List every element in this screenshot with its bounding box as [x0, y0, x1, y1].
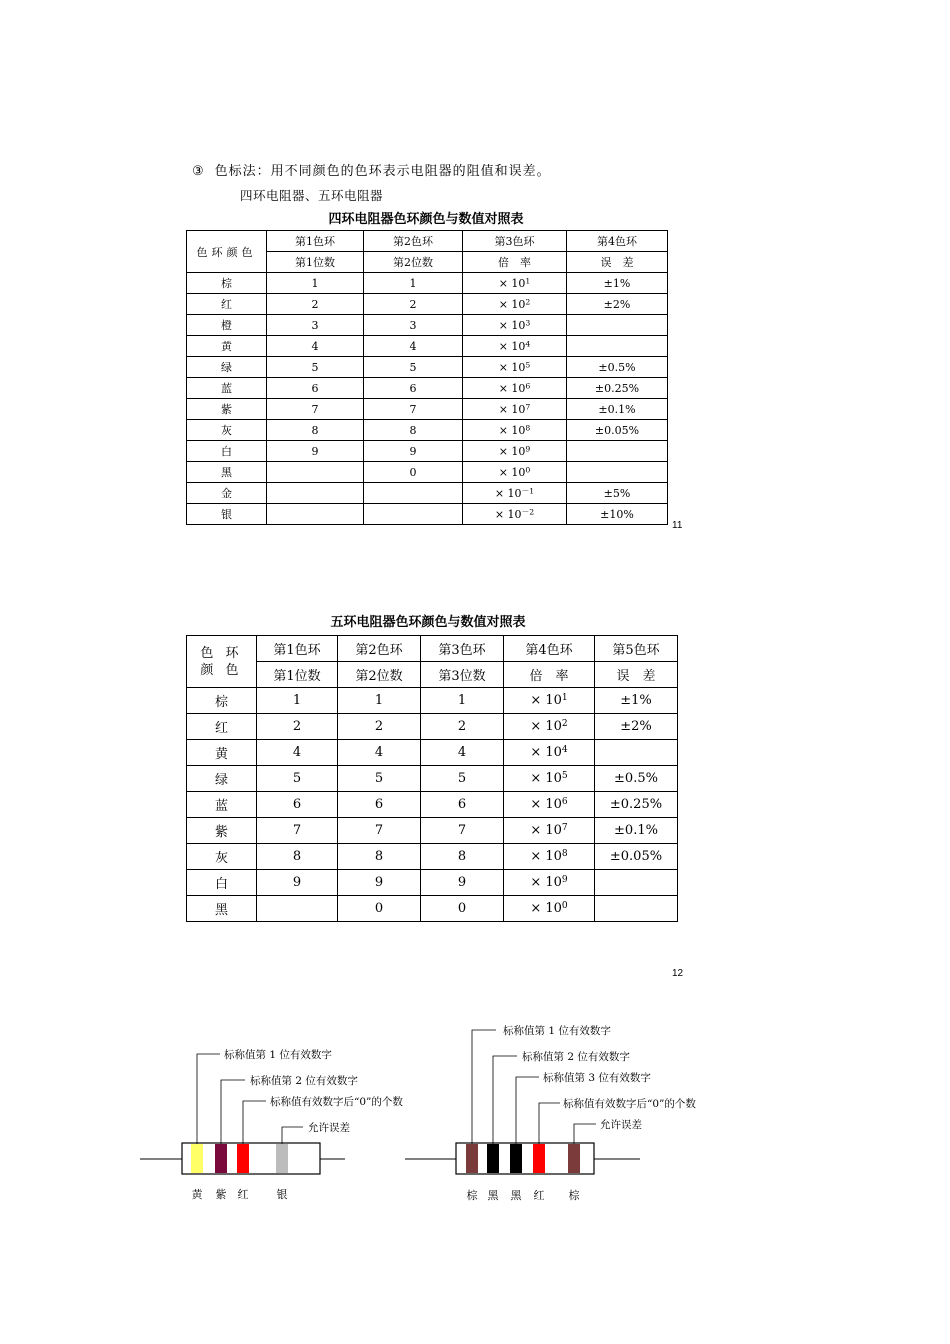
multiplier-base: × 10 — [498, 444, 526, 458]
multiplier-cell — [463, 357, 567, 378]
digit-cell: 0 — [364, 462, 463, 483]
multiplier-cell — [463, 336, 567, 357]
tolerance-cell: ±2% — [567, 294, 668, 315]
digit-cell: 5 — [364, 357, 463, 378]
multiplier-base: × 10 — [498, 423, 526, 437]
multiplier-base: × 10 — [530, 745, 562, 760]
multiplier-cell — [463, 399, 567, 420]
table4-row — [187, 357, 668, 378]
multiplier-exponent: 2 — [561, 718, 568, 729]
digit-cell: 5 — [267, 357, 364, 378]
digit-cell — [364, 483, 463, 504]
band-label: 棕 — [568, 1189, 580, 1202]
color-name-cell: 紫 — [187, 818, 257, 844]
tolerance-cell: ±0.1% — [595, 818, 678, 844]
multiplier-exponent: 8 — [561, 848, 568, 859]
multiplier-base: × 10 — [530, 719, 562, 734]
color-band-black — [510, 1144, 522, 1173]
multiplier-cell — [463, 441, 567, 462]
annotation-label: 允许误差 — [600, 1119, 642, 1131]
leader-line — [493, 1056, 517, 1144]
tolerance-cell: ±2% — [595, 714, 678, 740]
digit-cell — [267, 504, 364, 525]
color-name-cell: 红 — [187, 714, 257, 740]
multiplier-base: × 10 — [498, 297, 526, 311]
color-band-silver — [276, 1144, 288, 1173]
multiplier-cell — [463, 462, 567, 483]
digit-cell: 6 — [257, 792, 338, 818]
digit-cell: 2 — [257, 714, 338, 740]
multiplier-exponent: 6 — [525, 381, 531, 391]
multiplier-exponent: －2 — [521, 507, 535, 517]
digit-cell: 5 — [338, 766, 421, 792]
annotation-label: 标称值第 1 位有效数字 — [224, 1049, 332, 1061]
table5-row — [187, 844, 678, 870]
table4-row — [187, 399, 668, 420]
table4-row — [187, 294, 668, 315]
table5-header-color-line1: 色 环 — [200, 645, 243, 661]
multiplier-exponent: 7 — [525, 402, 531, 412]
multiplier-exponent: 4 — [525, 339, 531, 349]
leader-line — [221, 1080, 245, 1144]
table4-header-color: 色环颜色 — [187, 231, 267, 273]
digit-cell: 8 — [338, 844, 421, 870]
table5-header-color-line2: 颜 色 — [200, 662, 243, 678]
multiplier-cell — [504, 792, 595, 818]
table5-header-role: 第1位数 — [257, 662, 338, 688]
multiplier-exponent: 9 — [525, 444, 531, 454]
digit-cell: 4 — [257, 740, 338, 766]
digit-cell: 0 — [421, 896, 504, 922]
color-name-cell: 黑 — [187, 462, 267, 483]
color-name-cell: 银 — [187, 504, 267, 525]
page-number-11: 11 — [672, 520, 683, 531]
multiplier-cell — [463, 378, 567, 399]
digit-cell — [364, 504, 463, 525]
color-band-red — [533, 1144, 545, 1173]
tolerance-cell: ±0.1% — [567, 399, 668, 420]
table5-header-row-2 — [187, 662, 678, 688]
tolerance-cell: ±1% — [595, 688, 678, 714]
multiplier-cell — [504, 766, 595, 792]
multiplier-base: × 10 — [494, 486, 522, 500]
digit-cell: 4 — [364, 336, 463, 357]
multiplier-exponent: 1 — [525, 276, 531, 286]
digit-cell: 2 — [364, 294, 463, 315]
multiplier-base: × 10 — [494, 507, 522, 521]
tolerance-cell — [595, 740, 678, 766]
color-band-red — [237, 1144, 249, 1173]
multiplier-base: × 10 — [498, 339, 526, 353]
table5-row — [187, 818, 678, 844]
list-marker: ③ — [192, 164, 205, 179]
table5-row — [187, 714, 678, 740]
table5-row — [187, 688, 678, 714]
band-label: 棕 — [466, 1189, 478, 1202]
color-name-cell: 白 — [187, 870, 257, 896]
leader-line — [197, 1054, 220, 1144]
table4-header-ring: 第3色环 — [463, 231, 567, 252]
tolerance-cell — [595, 896, 678, 922]
color-name-cell: 蓝 — [187, 378, 267, 399]
table5-row — [187, 766, 678, 792]
multiplier-exponent: 5 — [525, 360, 531, 370]
multiplier-base: × 10 — [530, 875, 562, 890]
table5-header-role: 第3位数 — [421, 662, 504, 688]
tolerance-cell: ±10% — [567, 504, 668, 525]
digit-cell: 8 — [267, 420, 364, 441]
multiplier-exponent: 8 — [525, 423, 531, 433]
table4-header-ring: 第4色环 — [567, 231, 668, 252]
digit-cell: 3 — [267, 315, 364, 336]
table5-header-ring: 第2色环 — [338, 636, 421, 662]
digit-cell: 6 — [364, 378, 463, 399]
table4-row — [187, 336, 668, 357]
multiplier-base: × 10 — [530, 823, 562, 838]
color-band-brown — [568, 1144, 580, 1173]
color-name-cell: 绿 — [187, 357, 267, 378]
table5-header-ring: 第5色环 — [595, 636, 678, 662]
color-name-cell: 棕 — [187, 688, 257, 714]
leader-line — [282, 1127, 303, 1144]
table5-row — [187, 870, 678, 896]
multiplier-exponent: 7 — [561, 822, 568, 833]
digit-cell: 9 — [421, 870, 504, 896]
digit-cell: 7 — [257, 818, 338, 844]
digit-cell: 6 — [421, 792, 504, 818]
color-name-cell: 蓝 — [187, 792, 257, 818]
digit-cell: 6 — [338, 792, 421, 818]
table5-caption: 五环电阻器色环颜色与数值对照表 — [330, 615, 526, 630]
multiplier-base: × 10 — [498, 318, 526, 332]
digit-cell: 4 — [421, 740, 504, 766]
tolerance-cell — [567, 441, 668, 462]
page-number-12: 12 — [672, 968, 684, 979]
digit-cell: 9 — [267, 441, 364, 462]
digit-cell: 8 — [421, 844, 504, 870]
table5-header-role: 倍 率 — [504, 662, 595, 688]
table4-row — [187, 273, 668, 294]
table4-caption: 四环电阻器色环颜色与数值对照表 — [328, 212, 524, 227]
table5-header-color — [187, 636, 257, 688]
five-band-resistor-diagram — [400, 1018, 720, 1210]
tolerance-cell: ±0.5% — [595, 766, 678, 792]
multiplier-exponent: 5 — [561, 770, 568, 781]
digit-cell: 4 — [338, 740, 421, 766]
color-band-purple — [215, 1144, 227, 1173]
digit-cell: 7 — [421, 818, 504, 844]
digit-cell: 9 — [257, 870, 338, 896]
digit-cell: 0 — [338, 896, 421, 922]
annotation-label: 标称值第 3 位有效数字 — [543, 1072, 651, 1084]
tolerance-cell — [567, 462, 668, 483]
table4-header-role: 第1位数 — [267, 252, 364, 273]
digit-cell: 9 — [338, 870, 421, 896]
digit-cell: 8 — [364, 420, 463, 441]
multiplier-base: × 10 — [498, 465, 526, 479]
digit-cell: 1 — [364, 273, 463, 294]
multiplier-base: × 10 — [530, 849, 562, 864]
color-name-cell: 绿 — [187, 766, 257, 792]
subheading: 四环电阻器、五环电阻器 — [240, 188, 384, 203]
multiplier-cell — [504, 844, 595, 870]
color-name-cell: 白 — [187, 441, 267, 462]
table4-row — [187, 504, 668, 525]
multiplier-cell — [463, 483, 567, 504]
digit-cell: 7 — [267, 399, 364, 420]
multiplier-base: × 10 — [530, 771, 562, 786]
digit-cell — [267, 462, 364, 483]
color-name-cell: 金 — [187, 483, 267, 504]
band-label: 紫 — [215, 1188, 227, 1201]
multiplier-exponent: 3 — [525, 318, 531, 328]
table5-header-role: 第2位数 — [338, 662, 421, 688]
multiplier-cell — [463, 504, 567, 525]
band-label: 红 — [237, 1188, 249, 1201]
multiplier-cell — [504, 870, 595, 896]
table4-row — [187, 462, 668, 483]
annotation-label: 标称值有效数字后“0”的个数 — [563, 1098, 696, 1110]
tolerance-cell: ±0.05% — [567, 420, 668, 441]
annotation-label: 标称值第 1 位有效数字 — [503, 1025, 611, 1037]
digit-cell: 3 — [364, 315, 463, 336]
color-band-brown — [466, 1144, 478, 1173]
table5-header-ring: 第4色环 — [504, 636, 595, 662]
multiplier-base: × 10 — [530, 901, 562, 916]
intro-line — [192, 160, 551, 179]
multiplier-base: × 10 — [498, 402, 526, 416]
multiplier-cell — [504, 818, 595, 844]
multiplier-base: × 10 — [498, 276, 526, 290]
band-label: 红 — [533, 1189, 545, 1202]
table5 — [186, 635, 678, 922]
digit-cell: 2 — [338, 714, 421, 740]
annotation-label: 标称值第 2 位有效数字 — [522, 1051, 630, 1063]
table4-row — [187, 420, 668, 441]
band-label: 黄 — [191, 1188, 203, 1201]
table4-header-role: 倍 率 — [463, 252, 567, 273]
multiplier-cell — [463, 420, 567, 441]
tolerance-cell: ±5% — [567, 483, 668, 504]
tolerance-cell — [567, 336, 668, 357]
multiplier-cell — [504, 740, 595, 766]
multiplier-base: × 10 — [498, 381, 526, 395]
annotation-label: 标称值有效数字后“0”的个数 — [270, 1096, 403, 1108]
color-name-cell: 黑 — [187, 896, 257, 922]
table4-row — [187, 483, 668, 504]
band-label: 黑 — [487, 1189, 499, 1202]
color-name-cell: 橙 — [187, 315, 267, 336]
tolerance-cell: ±0.25% — [595, 792, 678, 818]
leader-line — [243, 1101, 266, 1144]
tolerance-cell — [567, 315, 668, 336]
multiplier-cell — [463, 294, 567, 315]
tolerance-cell — [595, 870, 678, 896]
digit-cell: 1 — [257, 688, 338, 714]
table4-header-role: 第2位数 — [364, 252, 463, 273]
tolerance-cell: ±0.25% — [567, 378, 668, 399]
tolerance-cell: ±0.05% — [595, 844, 678, 870]
leader-line — [539, 1103, 560, 1144]
table5-row — [187, 896, 678, 922]
multiplier-exponent: 0 — [525, 465, 531, 475]
multiplier-cell — [504, 896, 595, 922]
table5-header-role: 误 差 — [595, 662, 678, 688]
digit-cell: 8 — [257, 844, 338, 870]
digit-cell — [267, 483, 364, 504]
color-name-cell: 黄 — [187, 740, 257, 766]
multiplier-exponent: 6 — [561, 796, 568, 807]
table5-header-row-1 — [187, 636, 678, 662]
multiplier-cell — [504, 688, 595, 714]
tolerance-cell: ±0.5% — [567, 357, 668, 378]
table5-row — [187, 740, 678, 766]
color-band-black — [487, 1144, 499, 1173]
multiplier-exponent: 1 — [561, 692, 568, 703]
table4-header-row-1 — [187, 231, 668, 252]
digit-cell: 6 — [267, 378, 364, 399]
leader-line — [516, 1077, 539, 1144]
digit-cell: 5 — [257, 766, 338, 792]
table4-header-ring: 第2色环 — [364, 231, 463, 252]
digit-cell: 4 — [267, 336, 364, 357]
digit-cell: 9 — [364, 441, 463, 462]
table4 — [186, 230, 668, 525]
digit-cell: 2 — [267, 294, 364, 315]
color-name-cell: 黄 — [187, 336, 267, 357]
table4-header-ring: 第1色环 — [267, 231, 364, 252]
multiplier-cell — [504, 714, 595, 740]
annotation-label: 允许误差 — [308, 1122, 350, 1134]
multiplier-exponent: 4 — [561, 744, 568, 755]
band-label: 黑 — [510, 1189, 522, 1202]
color-name-cell: 棕 — [187, 273, 267, 294]
table4-header-role: 误 差 — [567, 252, 668, 273]
table4-row — [187, 315, 668, 336]
annotation-label: 标称值第 2 位有效数字 — [250, 1075, 358, 1087]
intro-text: 色标法：用不同颜色的色环表示电阻器的阻值和误差。 — [214, 164, 551, 179]
four-band-resistor-diagram — [140, 1040, 430, 1210]
digit-cell: 7 — [338, 818, 421, 844]
multiplier-base: × 10 — [530, 797, 562, 812]
multiplier-exponent: 2 — [525, 297, 531, 307]
band-label: 银 — [276, 1188, 288, 1201]
digit-cell: 2 — [421, 714, 504, 740]
color-name-cell: 灰 — [187, 844, 257, 870]
multiplier-base: × 10 — [530, 693, 562, 708]
digit-cell: 5 — [421, 766, 504, 792]
color-name-cell: 紫 — [187, 399, 267, 420]
multiplier-exponent: －1 — [521, 486, 535, 496]
table5-header-ring: 第1色环 — [257, 636, 338, 662]
multiplier-exponent: 9 — [561, 874, 568, 885]
multiplier-base: × 10 — [498, 360, 526, 374]
digit-cell — [257, 896, 338, 922]
multiplier-exponent: 0 — [561, 900, 568, 911]
digit-cell: 1 — [267, 273, 364, 294]
leader-line — [472, 1030, 496, 1144]
color-name-cell: 红 — [187, 294, 267, 315]
color-name-cell: 灰 — [187, 420, 267, 441]
color-band-yellow — [191, 1144, 203, 1173]
table5-row — [187, 792, 678, 818]
table4-row — [187, 441, 668, 462]
leader-line — [574, 1124, 596, 1144]
digit-cell: 1 — [421, 688, 504, 714]
digit-cell: 7 — [364, 399, 463, 420]
tolerance-cell: ±1% — [567, 273, 668, 294]
multiplier-cell — [463, 315, 567, 336]
multiplier-cell — [463, 273, 567, 294]
digit-cell: 1 — [338, 688, 421, 714]
table4-row — [187, 378, 668, 399]
table5-header-ring: 第3色环 — [421, 636, 504, 662]
